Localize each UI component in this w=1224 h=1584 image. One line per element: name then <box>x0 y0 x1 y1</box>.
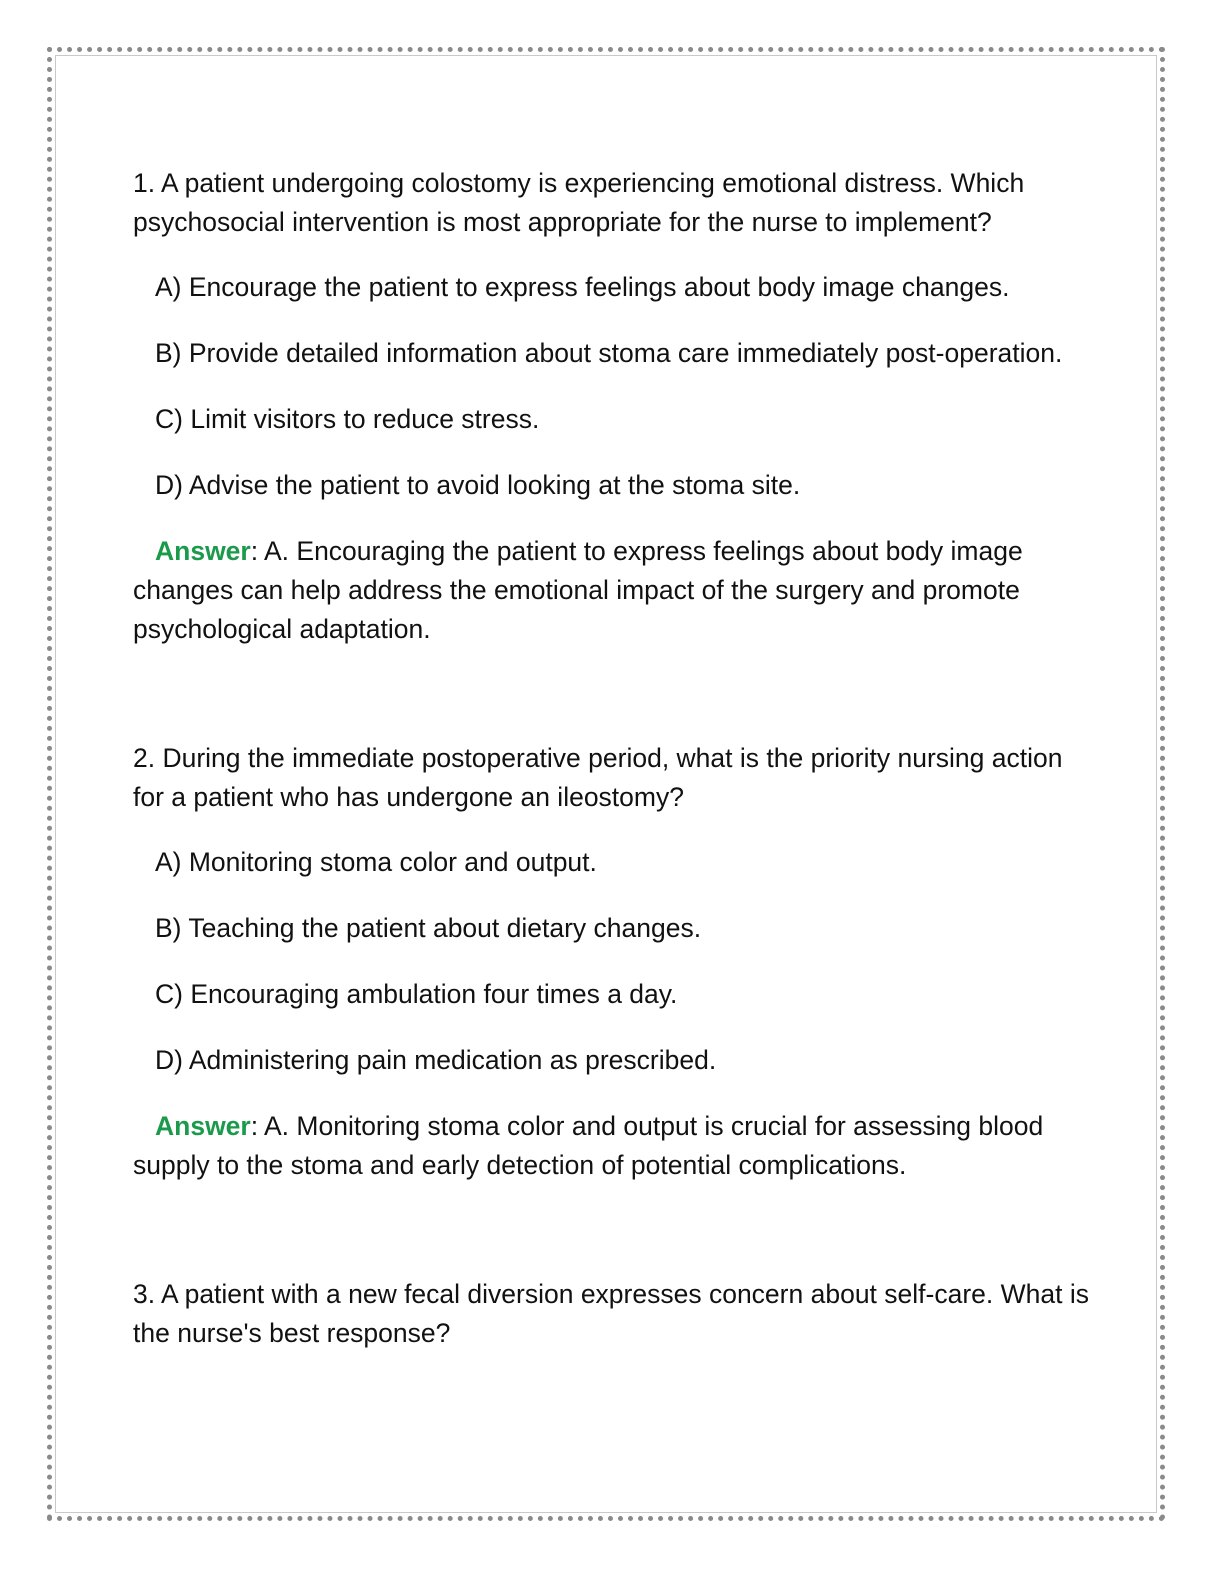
answer-text: : A. Monitoring stoma color and output is crucial for assessing blood supply to the stoma and early detection of potential complications. <box>133 1111 1044 1180</box>
answer-label: Answer <box>155 1111 251 1141</box>
answer-text: : A. Encouraging the patient to express feelings about body image changes can help address the emotional impact of the surgery and promote psychological adaptation. <box>133 536 1023 644</box>
answer-rationale <box>133 532 1093 649</box>
option-a: A) Monitoring stoma color and output. <box>155 847 597 877</box>
spacer <box>133 649 1093 739</box>
question-block-2 <box>133 739 1093 1185</box>
question-stem: 2. During the immediate postoperative period, what is the priority nursing action for a patient who has undergone an ileostomy? <box>133 743 1063 812</box>
option-c: C) Limit visitors to reduce stress. <box>155 404 540 434</box>
option-b: B) Provide detailed information about stoma care immediately post-operation. <box>155 338 1063 368</box>
answer-rationale <box>133 1107 1093 1185</box>
option-d: D) Administering pain medication as prescribed. <box>155 1045 717 1075</box>
option-c: C) Encouraging ambulation four times a day. <box>155 979 678 1009</box>
question-block-1 <box>133 164 1093 649</box>
option-a: A) Encourage the patient to express feelings about body image changes. <box>155 272 1010 302</box>
question-block-3 <box>133 1275 1093 1353</box>
spacer <box>133 1185 1093 1275</box>
option-d: D) Advise the patient to avoid looking at the stoma site. <box>155 470 801 500</box>
option-b: B) Teaching the patient about dietary changes. <box>155 913 702 943</box>
question-stem: 3. A patient with a new fecal diversion expresses concern about self-care. What is the nurse's best response? <box>133 1279 1089 1348</box>
question-stem: 1. A patient undergoing colostomy is experiencing emotional distress. Which psychosocial intervention is most appropriate for the nurse to implement? <box>133 168 1025 237</box>
answer-label: Answer <box>155 536 251 566</box>
document-content <box>133 164 1093 1379</box>
